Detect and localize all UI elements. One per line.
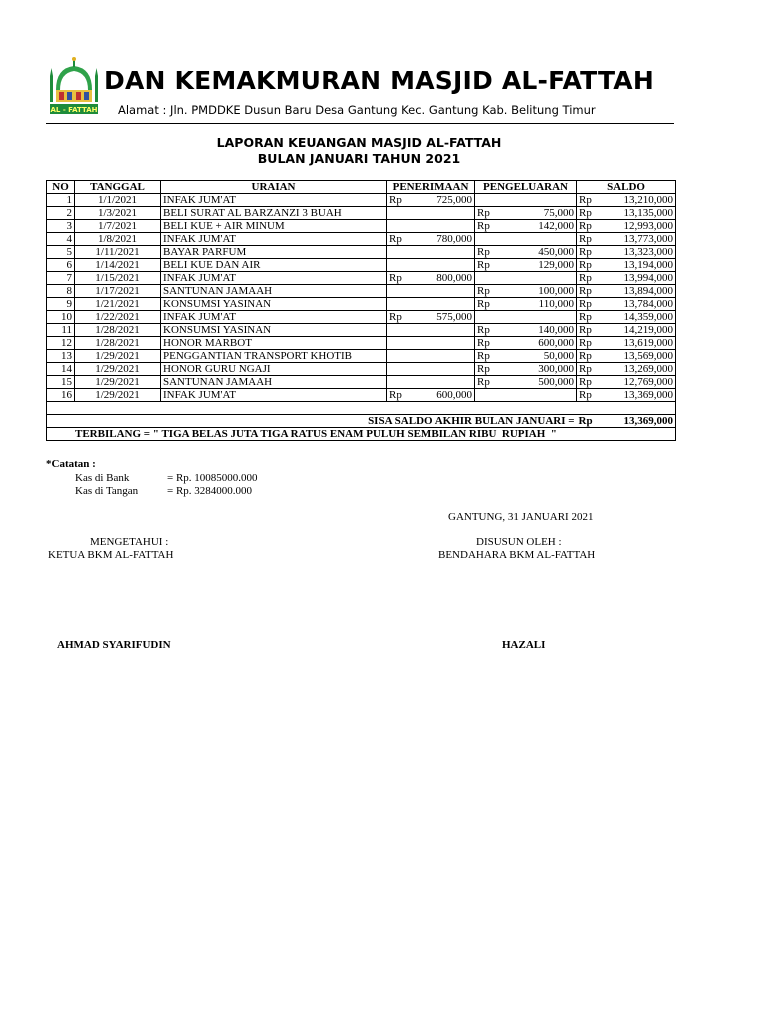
row-number: 10: [47, 311, 75, 324]
row-income: 780,000: [417, 233, 475, 246]
row-expense: [505, 194, 577, 207]
row-balance-currency: Rp: [577, 285, 601, 298]
closing-balance-value: 13,369,000: [601, 415, 676, 428]
row-date: 1/17/2021: [75, 285, 161, 298]
row-balance-currency: Rp: [577, 311, 601, 324]
report-title: LAPORAN KEUANGAN MASJID AL-FATTAH: [216, 135, 502, 150]
row-balance: 14,219,000: [601, 324, 676, 337]
row-expense-currency: [475, 311, 505, 324]
row-income: 575,000: [417, 311, 475, 324]
row-date: 1/29/2021: [75, 363, 161, 376]
organization-title: DAN KEMAKMURAN MASJID AL-FATTAH: [104, 66, 654, 95]
row-date: 1/11/2021: [75, 246, 161, 259]
row-income: [417, 363, 475, 376]
closing-balance-currency: Rp: [577, 415, 601, 428]
row-date: 1/28/2021: [75, 337, 161, 350]
row-balance: 13,994,000: [601, 272, 676, 285]
row-number: 7: [47, 272, 75, 285]
row-description: BELI KUE DAN AIR: [161, 259, 387, 272]
row-income-currency: [387, 324, 417, 337]
table-row: [47, 389, 676, 402]
row-balance: 13,135,000: [601, 207, 676, 220]
row-income: [417, 285, 475, 298]
row-description: HONOR MARBOT: [161, 337, 387, 350]
row-income: 600,000: [417, 389, 475, 402]
row-number: 9: [47, 298, 75, 311]
row-balance-currency: Rp: [577, 298, 601, 311]
row-income-currency: [387, 363, 417, 376]
row-income: 800,000: [417, 272, 475, 285]
row-expense: 500,000: [505, 376, 577, 389]
row-date: 1/29/2021: [75, 350, 161, 363]
row-number: 8: [47, 285, 75, 298]
row-income: [417, 298, 475, 311]
row-description: INFAK JUM'AT: [161, 233, 387, 246]
row-description: BELI KUE + AIR MINUM: [161, 220, 387, 233]
table-row: [47, 285, 676, 298]
row-balance: 13,369,000: [601, 389, 676, 402]
row-description: INFAK JUM'AT: [161, 194, 387, 207]
table-row: [47, 194, 676, 207]
row-description: HONOR GURU NGAJI: [161, 363, 387, 376]
row-description: INFAK JUM'AT: [161, 389, 387, 402]
row-expense: 450,000: [505, 246, 577, 259]
ledger-table: [46, 180, 676, 441]
row-expense: 75,000: [505, 207, 577, 220]
notes-heading: *Catatan :: [46, 458, 96, 470]
mosque-icon: [46, 56, 102, 118]
row-expense-currency: Rp: [475, 207, 505, 220]
row-number: 6: [47, 259, 75, 272]
row-number: 4: [47, 233, 75, 246]
row-expense: 100,000: [505, 285, 577, 298]
table-row: [47, 350, 676, 363]
row-expense: 50,000: [505, 350, 577, 363]
row-description: SANTUNAN JAMAAH: [161, 376, 387, 389]
table-row: [47, 220, 676, 233]
row-expense: 300,000: [505, 363, 577, 376]
row-date: 1/7/2021: [75, 220, 161, 233]
row-balance-currency: Rp: [577, 324, 601, 337]
row-description: PENGGANTIAN TRANSPORT KHOTIB: [161, 350, 387, 363]
row-income-currency: [387, 259, 417, 272]
row-income-currency: [387, 285, 417, 298]
row-balance-currency: Rp: [577, 350, 601, 363]
row-expense-currency: Rp: [475, 285, 505, 298]
row-balance-currency: Rp: [577, 194, 601, 207]
row-income-currency: Rp: [387, 389, 417, 402]
row-income-currency: [387, 220, 417, 233]
row-number: 2: [47, 207, 75, 220]
row-expense-currency: Rp: [475, 363, 505, 376]
row-balance: 12,769,000: [601, 376, 676, 389]
bank-cash-label: Kas di Bank: [75, 472, 130, 484]
row-description: BELI SURAT AL BARZANZI 3 BUAH: [161, 207, 387, 220]
row-balance: 13,784,000: [601, 298, 676, 311]
row-expense-currency: [475, 389, 505, 402]
closing-balance-label: SISA SALDO AKHIR BULAN JANUARI =: [47, 415, 577, 428]
table-row: [47, 311, 676, 324]
acknowledged-caption: MENGETAHUI :: [90, 536, 169, 548]
row-expense-currency: Rp: [475, 324, 505, 337]
row-income-currency: [387, 246, 417, 259]
row-date: 1/8/2021: [75, 233, 161, 246]
terbilang-label: TERBILANG =: [75, 428, 151, 440]
row-balance: 13,773,000: [601, 233, 676, 246]
treasurer-role: BENDAHARA BKM AL-FATTAH: [438, 549, 596, 561]
row-income: [417, 259, 475, 272]
row-description: SANTUNAN JAMAAH: [161, 285, 387, 298]
header-divider: [46, 123, 674, 124]
row-income: [417, 220, 475, 233]
row-expense: 140,000: [505, 324, 577, 337]
table-row: [47, 259, 676, 272]
row-balance: 14,359,000: [601, 311, 676, 324]
table-row: [47, 363, 676, 376]
row-date: 1/3/2021: [75, 207, 161, 220]
row-balance: 13,323,000: [601, 246, 676, 259]
table-row: [47, 246, 676, 259]
row-number: 11: [47, 324, 75, 337]
table-row: [47, 233, 676, 246]
row-number: 14: [47, 363, 75, 376]
row-number: 13: [47, 350, 75, 363]
row-balance: 13,194,000: [601, 259, 676, 272]
row-description: INFAK JUM'AT: [161, 311, 387, 324]
treasurer-name: HAZALI: [502, 639, 546, 651]
row-expense-currency: Rp: [475, 376, 505, 389]
prepared-caption: DISUSUN OLEH :: [476, 536, 562, 548]
row-balance-currency: Rp: [577, 207, 601, 220]
row-expense-currency: Rp: [475, 337, 505, 350]
row-balance-currency: Rp: [577, 337, 601, 350]
spacer-row: [47, 402, 676, 415]
table-row: [47, 272, 676, 285]
row-balance: 12,993,000: [601, 220, 676, 233]
header-no: NO: [47, 181, 75, 194]
row-date: 1/1/2021: [75, 194, 161, 207]
logo-text: AL - FATTAH: [50, 106, 98, 114]
row-expense-currency: [475, 233, 505, 246]
row-description: KONSUMSI YASINAN: [161, 298, 387, 311]
row-expense: [505, 311, 577, 324]
row-expense-currency: Rp: [475, 259, 505, 272]
row-income-currency: [387, 207, 417, 220]
terbilang-text: " TIGA BELAS JUTA TIGA RATUS ENAM PULUH SEMBILAN RIBU RUPIAH ": [152, 428, 557, 440]
row-description: INFAK JUM'AT: [161, 272, 387, 285]
row-expense-currency: [475, 272, 505, 285]
row-balance-currency: Rp: [577, 272, 601, 285]
row-balance: 13,269,000: [601, 363, 676, 376]
row-date: 1/15/2021: [75, 272, 161, 285]
chairman-role: KETUA BKM AL-FATTAH: [48, 549, 174, 561]
header-pengeluaran: PENGELUARAN: [475, 181, 577, 194]
row-balance-currency: Rp: [577, 363, 601, 376]
row-number: 5: [47, 246, 75, 259]
row-income-currency: [387, 298, 417, 311]
row-expense: 129,000: [505, 259, 577, 272]
table-row: [47, 298, 676, 311]
row-balance: 13,569,000: [601, 350, 676, 363]
row-income: 725,000: [417, 194, 475, 207]
row-date: 1/22/2021: [75, 311, 161, 324]
row-expense: [505, 389, 577, 402]
row-income-currency: [387, 350, 417, 363]
place-date: GANTUNG, 31 JANUARI 2021: [448, 511, 594, 523]
row-income-currency: Rp: [387, 194, 417, 207]
report-period: BULAN JANUARI TAHUN 2021: [257, 151, 461, 166]
header-penerimaan: PENERIMAAN: [387, 181, 475, 194]
row-balance-currency: Rp: [577, 259, 601, 272]
row-number: 3: [47, 220, 75, 233]
row-number: 1: [47, 194, 75, 207]
row-expense: [505, 272, 577, 285]
row-expense-currency: Rp: [475, 298, 505, 311]
row-income: [417, 350, 475, 363]
row-date: 1/29/2021: [75, 376, 161, 389]
hand-cash-label: Kas di Tangan: [75, 485, 139, 497]
row-balance: 13,210,000: [601, 194, 676, 207]
table-header-row: [47, 181, 676, 194]
row-income: [417, 337, 475, 350]
row-balance-currency: Rp: [577, 389, 601, 402]
row-expense-currency: Rp: [475, 246, 505, 259]
organization-address: Alamat : Jln. PMDDKE Dusun Baru Desa Gantung Kec. Gantung Kab. Belitung Timur: [118, 103, 596, 117]
row-income: [417, 324, 475, 337]
row-income-currency: [387, 337, 417, 350]
header-saldo: SALDO: [577, 181, 676, 194]
row-date: 1/29/2021: [75, 389, 161, 402]
mosque-logo: [46, 56, 102, 118]
row-number: 16: [47, 389, 75, 402]
row-date: 1/28/2021: [75, 324, 161, 337]
closing-balance-row: [47, 415, 676, 428]
table-row: [47, 207, 676, 220]
row-expense-currency: Rp: [475, 350, 505, 363]
row-expense-currency: [475, 194, 505, 207]
row-balance: 13,619,000: [601, 337, 676, 350]
chairman-name: AHMAD SYARIFUDIN: [57, 639, 171, 651]
row-income: [417, 246, 475, 259]
row-balance-currency: Rp: [577, 246, 601, 259]
header-uraian: URAIAN: [161, 181, 387, 194]
row-balance: 13,894,000: [601, 285, 676, 298]
row-description: KONSUMSI YASINAN: [161, 324, 387, 337]
table-row: [47, 324, 676, 337]
row-expense: [505, 233, 577, 246]
row-balance-currency: Rp: [577, 220, 601, 233]
row-income-currency: Rp: [387, 272, 417, 285]
amount-in-words: [47, 428, 676, 441]
hand-cash-value: = Rp. 3284000.000: [167, 485, 253, 497]
row-income-currency: Rp: [387, 233, 417, 246]
amount-in-words-row: [47, 428, 676, 441]
row-expense: 600,000: [505, 337, 577, 350]
bank-cash-value: = Rp. 10085000.000: [167, 472, 258, 484]
row-income: [417, 376, 475, 389]
row-income-currency: Rp: [387, 311, 417, 324]
row-expense-currency: Rp: [475, 220, 505, 233]
row-balance-currency: Rp: [577, 233, 601, 246]
row-income: [417, 207, 475, 220]
row-description: BAYAR PARFUM: [161, 246, 387, 259]
table-row: [47, 337, 676, 350]
table-row: [47, 376, 676, 389]
row-number: 15: [47, 376, 75, 389]
row-expense: 142,000: [505, 220, 577, 233]
header-tanggal: TANGGAL: [75, 181, 161, 194]
row-expense: 110,000: [505, 298, 577, 311]
row-date: 1/14/2021: [75, 259, 161, 272]
row-balance-currency: Rp: [577, 376, 601, 389]
row-date: 1/21/2021: [75, 298, 161, 311]
row-number: 12: [47, 337, 75, 350]
row-income-currency: [387, 376, 417, 389]
